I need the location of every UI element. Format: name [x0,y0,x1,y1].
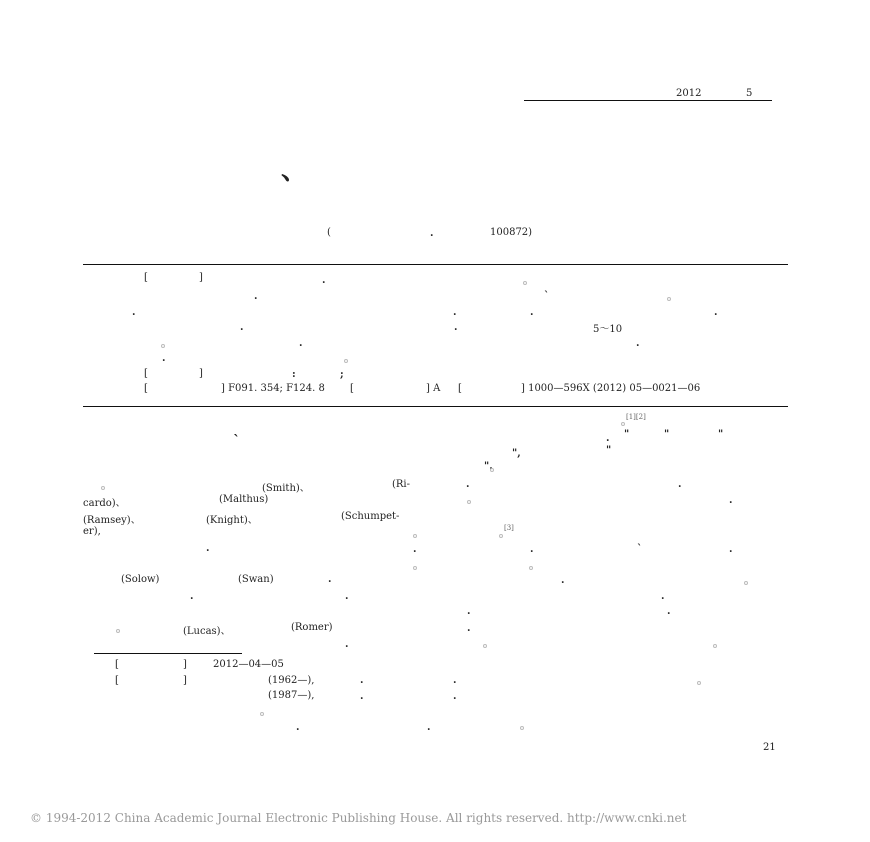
article-id-open-bracket: [ [458,383,462,394]
body-punct: . [190,591,194,602]
economist-schumpeter-start: (Schumpet- [341,511,400,522]
body-section-mark: ` [233,433,240,449]
author2-years: (1987—), [268,690,315,701]
keywords-open-bracket: [ [144,368,148,379]
abstract-period [344,359,348,363]
abstract-punct: . [453,307,457,318]
quote-mark: " [664,429,670,440]
body-punct: ` [637,544,642,555]
abstract-punct: ` [544,291,549,302]
footnote-period [520,726,524,730]
citation-1-2: [1][2] [626,413,646,421]
abstract-punct: . [132,307,136,318]
body-punct: . [729,544,733,555]
footnote-punct: . [453,691,457,702]
body-punct: . [667,606,671,617]
abstract-punct: . [530,307,534,318]
abstract-period [161,344,165,348]
abstract-punct: . [240,322,244,333]
abstract-top-rule [83,264,788,265]
author-close-bracket: ] [183,675,187,686]
abstract-punct: . [636,338,640,349]
body-punct: . [661,591,665,602]
body-period [483,644,487,648]
abstract-punct: . [714,307,718,318]
keywords-separator: ; [340,369,344,380]
body-period [101,486,105,490]
abstract-punct: . [299,338,303,349]
economist-lucas: (Lucas)、 [183,626,231,637]
title-mark: 、 [281,156,308,186]
abstract-range: 5～10 [593,324,623,335]
abstract-label-open-bracket: [ [144,272,148,283]
header-issue: 5 [746,88,753,99]
abstract-punct: . [162,353,166,364]
abstract-punct: . [254,291,258,302]
page-number: 21 [763,742,776,753]
received-date: 2012—04—05 [213,659,284,670]
affiliation-postcode: 100872) [490,227,533,238]
body-punct: . [345,591,349,602]
author-open-bracket: [ [115,675,119,686]
received-close-bracket: ] [183,659,187,670]
affiliation-dot: . [430,228,434,239]
abstract-punct: . [454,322,458,333]
body-punct: . [530,544,534,555]
economist-swan: (Swan) [238,574,274,585]
economist-romer: (Romer) [291,622,333,633]
author1-years: (1962—), [268,675,315,686]
economist-malthus: (Malthus) [219,494,269,505]
quote-mark: " [624,429,630,440]
keywords-close-bracket: ] [199,368,203,379]
body-punct: . [413,544,417,555]
economist-solow: (Solow) [121,574,160,585]
body-period [467,500,471,504]
body-period [413,534,417,538]
body-punct: . [467,623,471,634]
footnote-punct: . [360,691,364,702]
doc-code-open-bracket: [ [350,383,354,394]
body-period [529,566,533,570]
body-period [744,581,748,585]
abstract-bottom-rule [83,406,788,407]
abstract-punct: . [322,275,326,286]
clc-open-bracket: [ [144,383,148,394]
abstract-period [523,281,527,285]
body-period [621,422,625,426]
copyright-footer: © 1994-2012 China Academic Journal Electronic Publishing House. All rights reserved. http://www.cnki.net [30,811,687,825]
economist-ramsey: (Ramsey)、 [83,515,141,526]
header-year: 2012 [676,88,702,99]
body-period [490,468,494,472]
body-punct: . [206,543,210,554]
body-period [499,534,503,538]
footnote-punct: . [453,675,457,686]
body-punct: . [345,639,349,650]
economist-knight: (Knight)、 [206,515,258,526]
economist-smith: (Smith)、 [262,483,310,494]
economist-ricardo-end: cardo)、 [83,498,126,509]
quote-mark: ", [512,448,521,459]
abstract-label-close-bracket: ] [199,272,203,283]
body-period [413,566,417,570]
footnote-punct: . [427,722,431,733]
body-period [116,629,120,633]
footnote-period [260,712,264,716]
citation-3: [3] [504,524,514,532]
body-punct: . [328,574,332,585]
keywords-separator: : [292,369,296,380]
quote-mark: ". [484,461,493,472]
footnote-punct: . [360,675,364,686]
body-period [713,644,717,648]
body-punct: . [678,479,682,490]
quote-mark: " [606,445,612,456]
body-punct: . [466,479,470,490]
header-rule [524,100,772,101]
footnote-rule [94,653,242,654]
doc-code: ] A [426,383,441,394]
body-punct: . [467,606,471,617]
economist-schumpeter-end: er), [83,526,101,537]
affiliation-open-paren: ( [327,227,331,238]
article-id: ] 1000—596X (2012) 05—0021—06 [521,383,701,394]
body-period [697,681,701,685]
quote-mark: " [718,429,724,440]
body-punct: . [606,433,610,444]
abstract-period [667,297,671,301]
received-open-bracket: [ [115,659,119,670]
economist-ricardo-start: (Ri- [392,479,411,490]
body-punct: . [729,495,733,506]
clc-codes: ] F091. 354; F124. 8 [221,383,325,394]
footnote-punct: . [296,722,300,733]
body-punct: . [561,575,565,586]
